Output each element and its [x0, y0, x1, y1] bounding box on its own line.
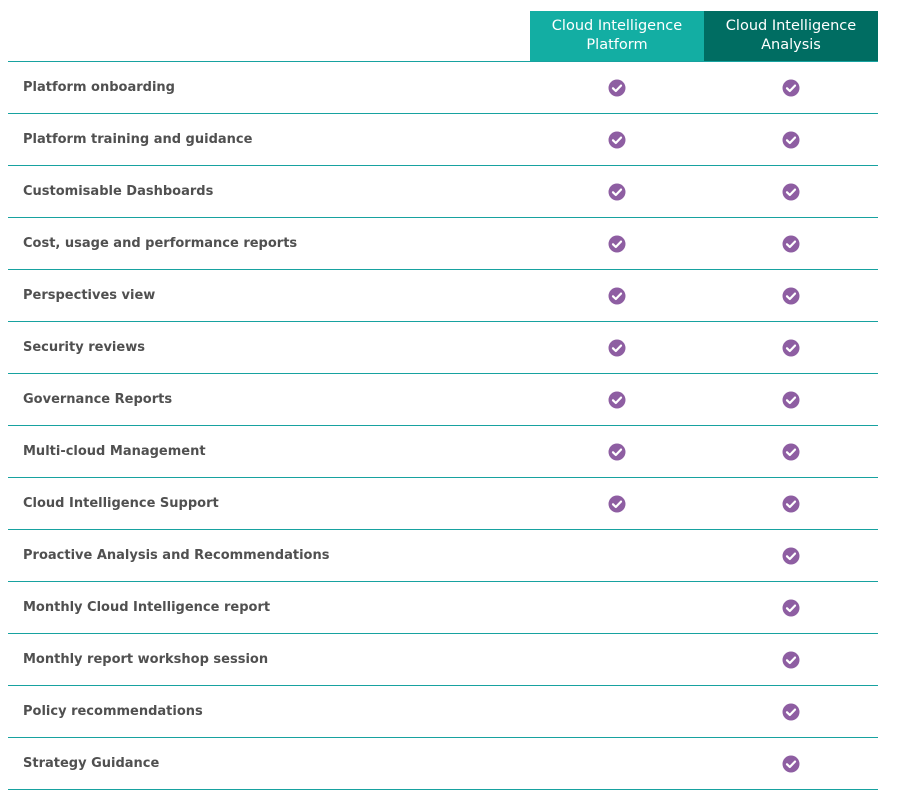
- table-row: [8, 270, 878, 322]
- cell-analysis: [704, 270, 878, 321]
- feature-label: Proactive Analysis and Recommendations: [23, 548, 330, 563]
- check-circle-icon: [782, 495, 800, 513]
- feature-label: Monthly Cloud Intelligence report: [23, 600, 271, 615]
- table-row: [8, 582, 878, 634]
- cell-platform: [530, 374, 704, 425]
- column-header-analysis: Cloud Intelligence Analysis: [704, 11, 878, 61]
- check-circle-icon: [782, 79, 800, 97]
- table-header: [8, 11, 878, 62]
- feature-label: Customisable Dashboards: [23, 184, 214, 199]
- cell-platform: [530, 582, 704, 633]
- check-circle-icon: [782, 547, 800, 565]
- feature-label: Platform onboarding: [23, 80, 175, 95]
- check-circle-icon: [608, 391, 626, 409]
- cell-platform: [530, 738, 704, 789]
- table-row: [8, 114, 878, 166]
- check-circle-icon: [782, 651, 800, 669]
- cell-analysis: [704, 530, 878, 581]
- cell-analysis: [704, 738, 878, 789]
- check-circle-icon: [608, 79, 626, 97]
- cell-platform: [530, 530, 704, 581]
- cell-analysis: [704, 686, 878, 737]
- feature-label: Governance Reports: [23, 392, 173, 407]
- check-circle-icon: [782, 287, 800, 305]
- feature-label: Platform training and guidance: [23, 132, 253, 147]
- table-row: [8, 374, 878, 426]
- check-circle-icon: [782, 391, 800, 409]
- cell-analysis: [704, 62, 878, 113]
- cell-analysis: [704, 426, 878, 477]
- cell-analysis: [704, 374, 878, 425]
- table-row: [8, 426, 878, 478]
- table-row: [8, 478, 878, 530]
- header-spacer: [8, 11, 530, 61]
- check-circle-icon: [782, 131, 800, 149]
- check-circle-icon: [782, 703, 800, 721]
- feature-label: Strategy Guidance: [23, 756, 160, 771]
- cell-analysis: [704, 322, 878, 373]
- cell-platform: [530, 270, 704, 321]
- feature-label: Cloud Intelligence Support: [23, 496, 219, 511]
- cell-analysis: [704, 634, 878, 685]
- check-circle-icon: [608, 131, 626, 149]
- table-row: [8, 634, 878, 686]
- feature-label: Perspectives view: [23, 288, 156, 303]
- cell-platform: [530, 62, 704, 113]
- check-circle-icon: [782, 235, 800, 253]
- cell-analysis: [704, 582, 878, 633]
- check-circle-icon: [608, 495, 626, 513]
- cell-analysis: [704, 478, 878, 529]
- cell-analysis: [704, 114, 878, 165]
- feature-label: Multi-cloud Management: [23, 444, 206, 459]
- feature-label: Monthly report workshop session: [23, 652, 269, 667]
- check-circle-icon: [782, 339, 800, 357]
- check-circle-icon: [782, 599, 800, 617]
- feature-label: Security reviews: [23, 340, 145, 355]
- table-row: [8, 530, 878, 582]
- table-row: [8, 738, 878, 790]
- table-row: [8, 166, 878, 218]
- table-row: [8, 62, 878, 114]
- comparison-table: [8, 11, 878, 790]
- cell-platform: [530, 166, 704, 217]
- check-circle-icon: [608, 235, 626, 253]
- cell-platform: [530, 478, 704, 529]
- check-circle-icon: [782, 443, 800, 461]
- cell-platform: [530, 114, 704, 165]
- table-row: [8, 322, 878, 374]
- cell-analysis: [704, 218, 878, 269]
- check-circle-icon: [782, 755, 800, 773]
- cell-platform: [530, 426, 704, 477]
- cell-platform: [530, 218, 704, 269]
- cell-analysis: [704, 166, 878, 217]
- table-body: [8, 62, 878, 790]
- check-circle-icon: [782, 183, 800, 201]
- cell-platform: [530, 322, 704, 373]
- table-row: [8, 686, 878, 738]
- cell-platform: [530, 686, 704, 737]
- check-circle-icon: [608, 339, 626, 357]
- cell-platform: [530, 634, 704, 685]
- check-circle-icon: [608, 287, 626, 305]
- feature-label: Policy recommendations: [23, 704, 203, 719]
- check-circle-icon: [608, 443, 626, 461]
- table-row: [8, 218, 878, 270]
- feature-label: Cost, usage and performance reports: [23, 236, 298, 251]
- check-circle-icon: [608, 183, 626, 201]
- column-header-platform: Cloud Intelligence Platform: [530, 11, 704, 61]
